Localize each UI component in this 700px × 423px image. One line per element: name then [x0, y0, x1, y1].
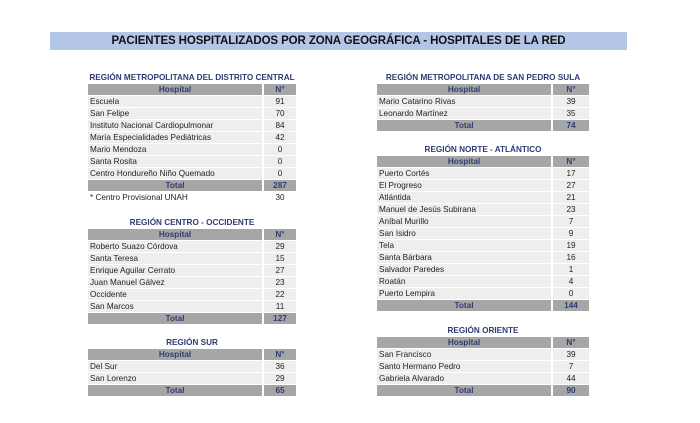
- table-row: [88, 253, 296, 265]
- total-label: Total: [88, 385, 263, 397]
- total-row: [88, 385, 296, 397]
- total-row: [377, 385, 589, 397]
- total-row: [377, 300, 589, 312]
- table-row: [88, 361, 296, 373]
- patient-count: 11: [263, 301, 296, 313]
- header-count: N°: [263, 84, 296, 96]
- header-count: N°: [263, 229, 296, 241]
- table-row: [377, 288, 589, 300]
- table-row: [88, 168, 296, 180]
- header-hospital: Hospital: [88, 84, 263, 96]
- region-title: REGIÓN METROPOLITANA DEL DISTRITO CENTRAL: [89, 73, 295, 82]
- hospital-name: Instituto Nacional Cardiopulmonar: [88, 120, 263, 132]
- patient-count: 27: [263, 265, 296, 277]
- header-hospital: Hospital: [377, 156, 552, 168]
- patient-count: 29: [263, 241, 296, 253]
- patient-count: 0: [263, 156, 296, 168]
- header-hospital: Hospital: [377, 337, 552, 349]
- note-count: 30: [263, 192, 296, 204]
- total-count: 74: [552, 120, 589, 132]
- hospital-name: El Progreso: [377, 180, 552, 192]
- hospital-name: Santa Rosita: [88, 156, 263, 168]
- patient-count: 35: [552, 108, 589, 120]
- patient-count: 84: [263, 120, 296, 132]
- patient-count: 16: [552, 252, 589, 264]
- table-row: [377, 276, 589, 288]
- hospital-name: Puerto Cortés: [377, 168, 552, 180]
- table-header: [88, 349, 296, 361]
- total-row: [88, 180, 296, 192]
- region-title: REGIÓN CENTRO - OCCIDENTE: [129, 218, 255, 227]
- patient-count: 15: [263, 253, 296, 265]
- table-row: [377, 180, 589, 192]
- patient-count: 17: [552, 168, 589, 180]
- hospital-name: Juan Manuel Gálvez: [88, 277, 263, 289]
- hospital-name: Del Sur: [88, 361, 263, 373]
- hospital-name: Puerto Lempira: [377, 288, 552, 300]
- table-row: [88, 289, 296, 301]
- table-header: [377, 84, 589, 96]
- hospital-name: San Francisco: [377, 349, 552, 361]
- table-row: [88, 241, 296, 253]
- total-count: 287: [263, 180, 296, 192]
- hospital-name: San Marcos: [88, 301, 263, 313]
- patient-count: 7: [552, 216, 589, 228]
- region-title: REGIÓN NORTE - ATLÁNTICO: [424, 145, 542, 154]
- region-san-pedro-sula: [377, 72, 589, 132]
- hospital-name: Roatán: [377, 276, 552, 288]
- table-row: [377, 361, 589, 373]
- table-row: [377, 192, 589, 204]
- hospital-table: [377, 84, 589, 132]
- hospital-name: Mario Mendoza: [88, 144, 263, 156]
- table-row: [377, 228, 589, 240]
- patient-count: 70: [263, 108, 296, 120]
- total-label: Total: [377, 300, 552, 312]
- table-row: [377, 252, 589, 264]
- hospital-name: San Lorenzo: [88, 373, 263, 385]
- page-title: PACIENTES HOSPITALIZADOS POR ZONA GEOGRÁFICA - HOSPITALES DE LA RED: [50, 32, 627, 50]
- patient-count: 19: [552, 240, 589, 252]
- patient-count: 39: [552, 349, 589, 361]
- region-title: REGIÓN ORIENTE: [447, 326, 519, 335]
- hospital-name: Atlántida: [377, 192, 552, 204]
- hospital-table: [377, 156, 589, 312]
- table-row: [88, 156, 296, 168]
- table-row: [377, 216, 589, 228]
- hospital-name: Santo Hermano Pedro: [377, 361, 552, 373]
- total-label: Total: [377, 385, 552, 397]
- header-count: N°: [552, 156, 589, 168]
- header-hospital: Hospital: [88, 349, 263, 361]
- note-row: [88, 192, 296, 204]
- table-row: [88, 301, 296, 313]
- note-name: * Centro Provisional UNAH: [88, 192, 263, 204]
- patient-count: 23: [263, 277, 296, 289]
- header-count: N°: [552, 84, 589, 96]
- hospital-name: Escuela: [88, 96, 263, 108]
- region-norte-atlantico: [377, 144, 589, 312]
- patient-count: 44: [552, 373, 589, 385]
- table-row: [88, 108, 296, 120]
- table-row: [377, 108, 589, 120]
- hospital-name: Tela: [377, 240, 552, 252]
- patient-count: 42: [263, 132, 296, 144]
- table-row: [377, 204, 589, 216]
- region-oriente: [377, 325, 589, 397]
- table-row: [377, 240, 589, 252]
- region-title: REGIÓN METROPOLITANA DE SAN PEDRO SULA: [385, 73, 581, 82]
- hospital-name: San Felipe: [88, 108, 263, 120]
- patient-count: 36: [263, 361, 296, 373]
- patient-count: 23: [552, 204, 589, 216]
- total-label: Total: [377, 120, 552, 132]
- total-count: 65: [263, 385, 296, 397]
- hospital-name: Salvador Paredes: [377, 264, 552, 276]
- table-row: [377, 96, 589, 108]
- total-label: Total: [88, 313, 263, 325]
- hospital-name: Leonardo Martínez: [377, 108, 552, 120]
- patient-count: 39: [552, 96, 589, 108]
- total-count: 127: [263, 313, 296, 325]
- patient-count: 21: [552, 192, 589, 204]
- hospital-table: [88, 349, 296, 397]
- hospital-name: Santa Teresa: [88, 253, 263, 265]
- patient-count: 91: [263, 96, 296, 108]
- hospital-name: Occidente: [88, 289, 263, 301]
- hospital-table: [88, 84, 296, 204]
- patient-count: 0: [552, 288, 589, 300]
- region-centro-occidente: [88, 217, 296, 325]
- total-label: Total: [88, 180, 263, 192]
- table-row: [88, 96, 296, 108]
- header-hospital: Hospital: [88, 229, 263, 241]
- table-row: [377, 349, 589, 361]
- table-row: [377, 264, 589, 276]
- table-row: [88, 265, 296, 277]
- hospital-name: Mario Catarino Rivas: [377, 96, 552, 108]
- patient-count: 1: [552, 264, 589, 276]
- table-row: [88, 144, 296, 156]
- total-count: 144: [552, 300, 589, 312]
- patient-count: 0: [263, 144, 296, 156]
- patient-count: 29: [263, 373, 296, 385]
- table-row: [377, 168, 589, 180]
- hospital-name: Centro Hondureño Niño Quemado: [88, 168, 263, 180]
- region-sur: [88, 337, 296, 397]
- table-header: [377, 337, 589, 349]
- hospital-name: Roberto Suazo Córdova: [88, 241, 263, 253]
- table-row: [88, 120, 296, 132]
- patient-count: 27: [552, 180, 589, 192]
- table-header: [377, 156, 589, 168]
- patient-count: 0: [263, 168, 296, 180]
- header-count: N°: [552, 337, 589, 349]
- total-row: [377, 120, 589, 132]
- header-count: N°: [263, 349, 296, 361]
- hospital-name: Gabriela Alvarado: [377, 373, 552, 385]
- hospital-name: María Especialidades Pediátricas: [88, 132, 263, 144]
- hospital-name: Manuel de Jesús Subirana: [377, 204, 552, 216]
- patient-count: 7: [552, 361, 589, 373]
- hospital-table: [377, 337, 589, 397]
- region-distrito-central: [88, 72, 296, 204]
- hospital-name: Aníbal Murillo: [377, 216, 552, 228]
- patient-count: 4: [552, 276, 589, 288]
- table-row: [88, 277, 296, 289]
- hospital-name: Santa Bárbara: [377, 252, 552, 264]
- hospital-name: San Isidro: [377, 228, 552, 240]
- table-row: [377, 373, 589, 385]
- table-header: [88, 84, 296, 96]
- hospital-table: [88, 229, 296, 325]
- hospital-name: Enrique Aguilar Cerrato: [88, 265, 263, 277]
- patient-count: 9: [552, 228, 589, 240]
- patient-count: 22: [263, 289, 296, 301]
- header-hospital: Hospital: [377, 84, 552, 96]
- total-row: [88, 313, 296, 325]
- table-header: [88, 229, 296, 241]
- table-row: [88, 373, 296, 385]
- table-row: [88, 132, 296, 144]
- region-title: REGIÓN SUR: [166, 338, 218, 347]
- total-count: 90: [552, 385, 589, 397]
